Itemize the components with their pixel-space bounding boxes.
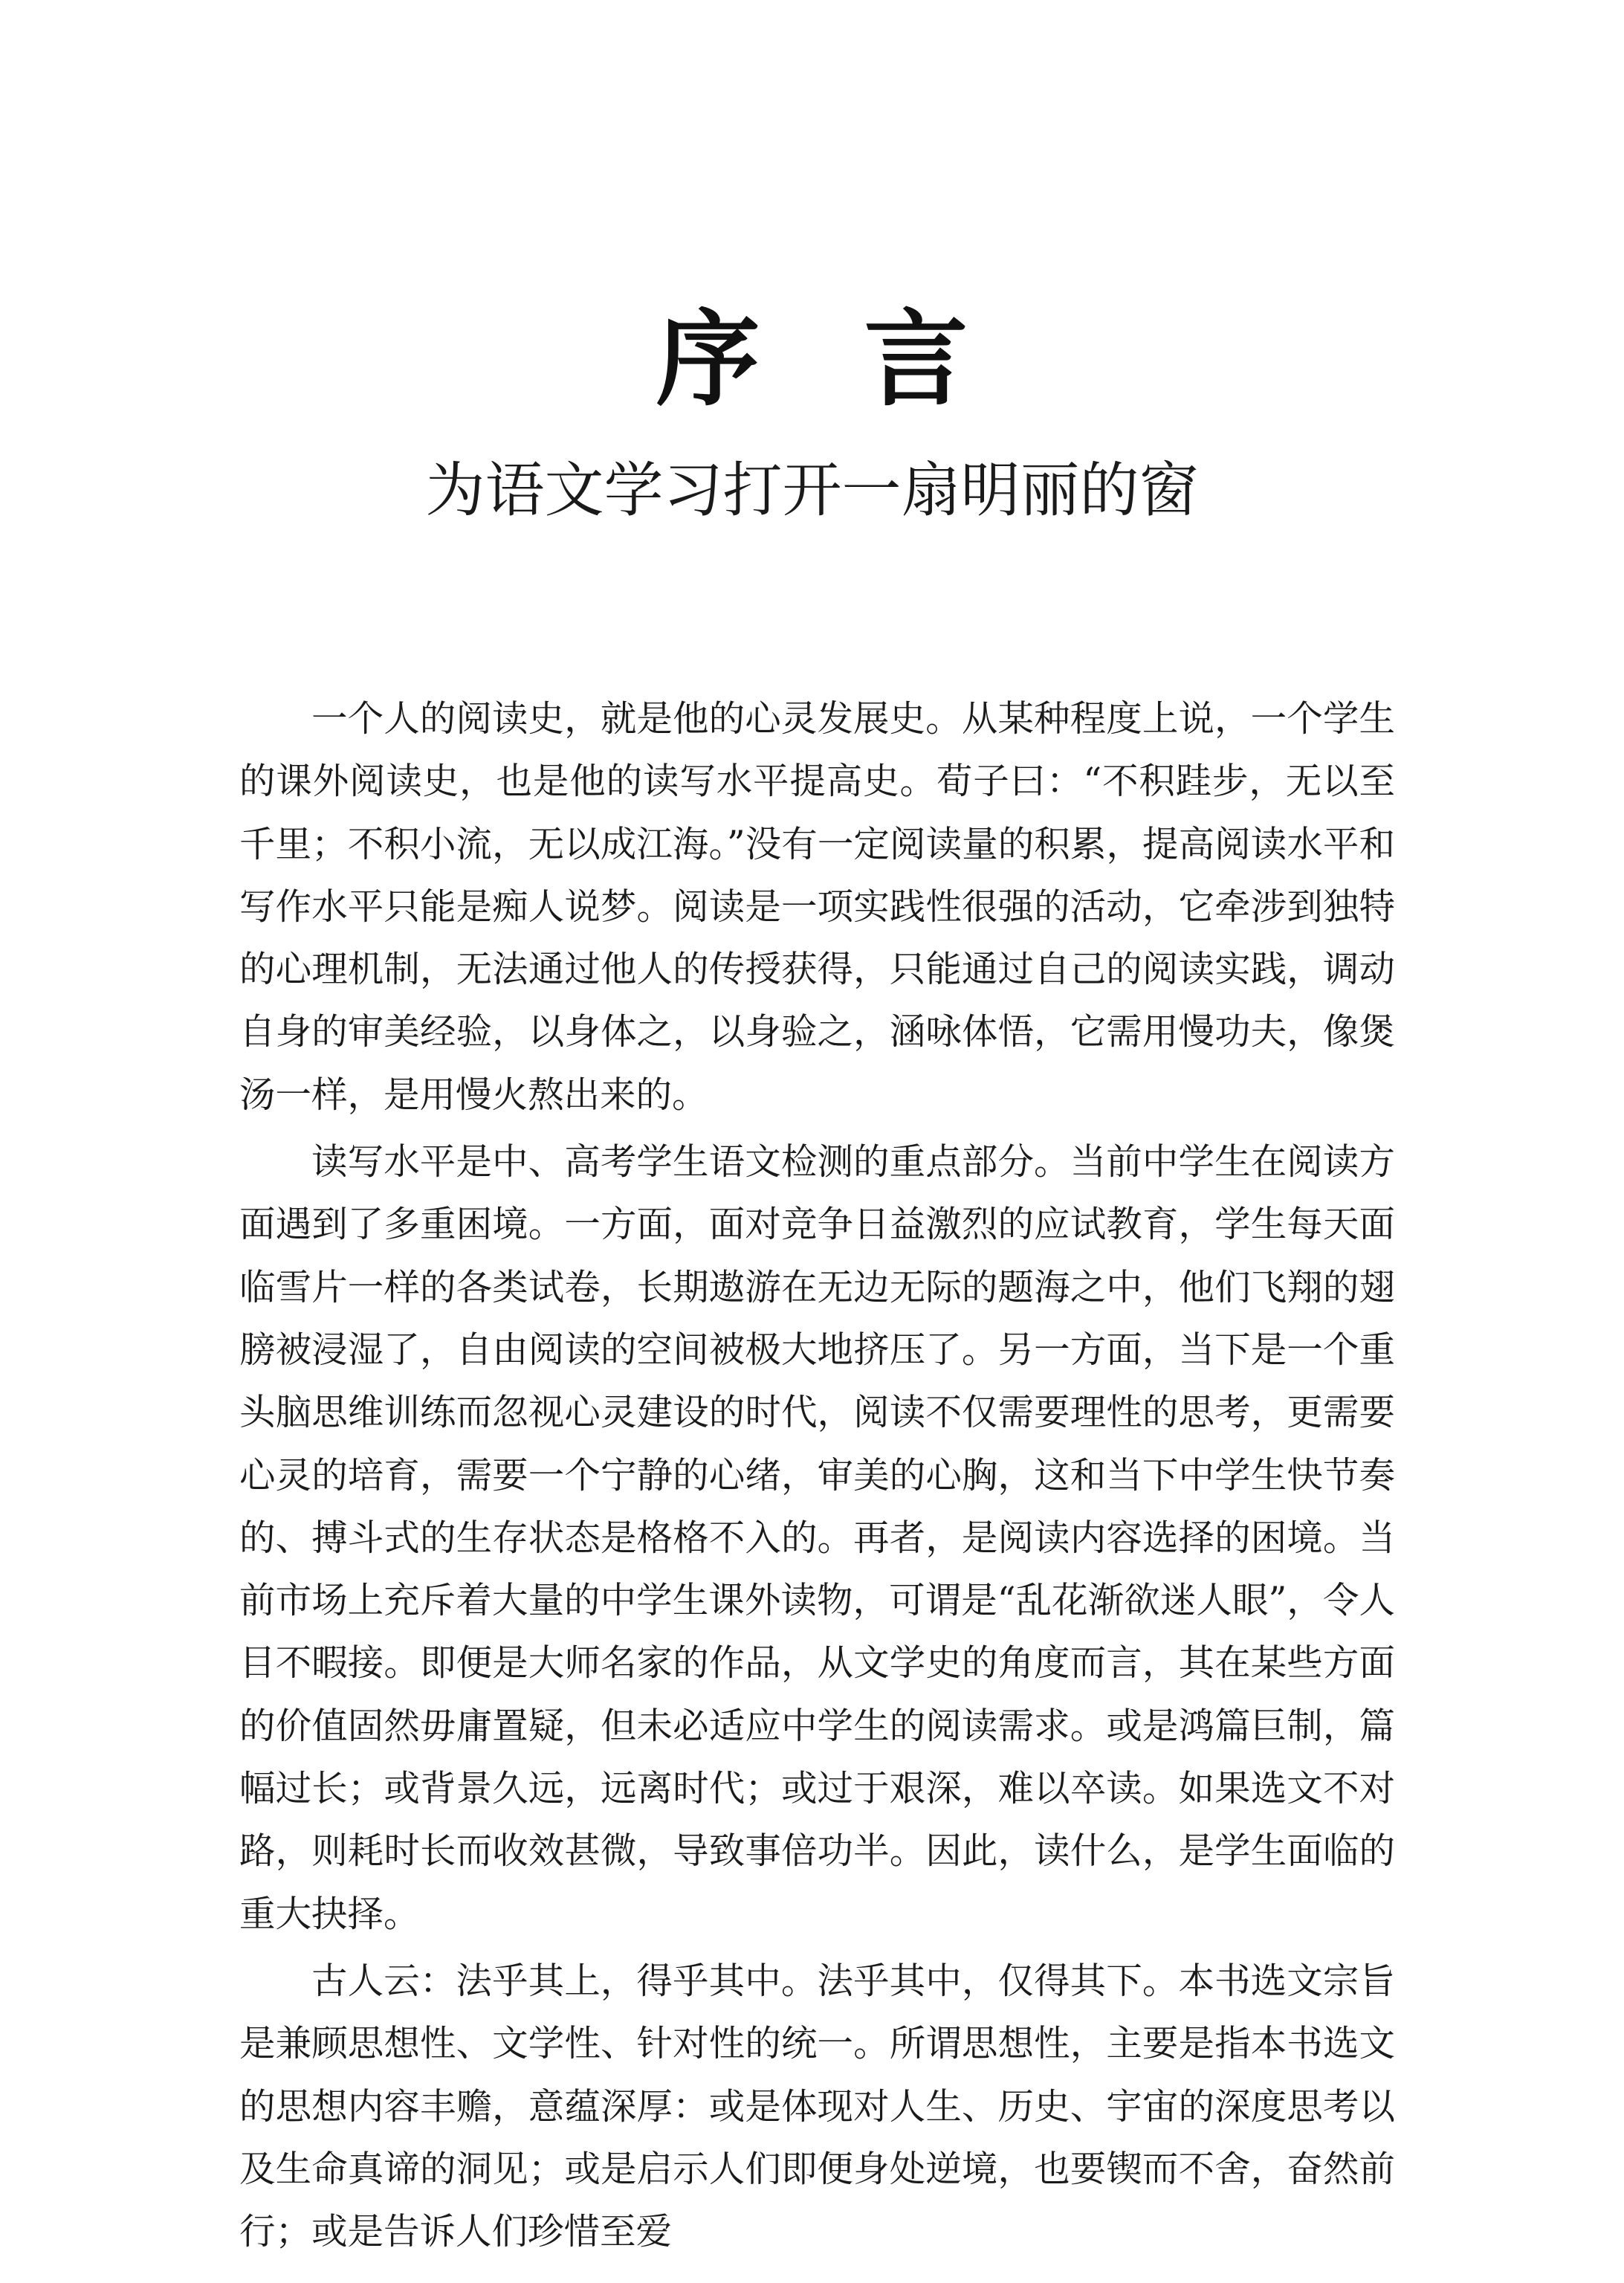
page-subtitle: 为语文学习打开一扇明丽的窗 <box>425 456 1199 525</box>
page-title: 序言 <box>656 300 1073 421</box>
body-text <box>239 688 1395 2263</box>
paragraph-3: 古人云：法乎其上，得乎其中。法乎其中，仅得其下。本书选文宗旨是兼顾思想性、文学性、针对性的统一。所谓思想性，主要是指本书选文的思想内容丰赡，意蕴深厚：或是体现对人生、历史、宇宙的深度思考以及生命真谛的洞见；或是启示人们即便身处逆境，也要锲而不舍，奋然前行；或是告诉人们珍惜至爱 <box>239 1960 1395 2253</box>
paragraph-1: 一个人的阅读史，就是他的心灵发展史。从某种程度上说，一个学生的课外阅读史，也是他的读写水平提高史。荀子曰：“不积跬步，无以至千里；不积小流，无以成江海。”没有一定阅读量的积累，提高阅读水平和写作水平只能是痴人说梦。阅读是一项实践性很强的活动，它牵涉到独特的心理机制，无法通过他人的传授获得，只能通过自己的阅读实践，调动自身的审美经验，以身体之，以身验之，涵咏体悟，它需用慢功夫，像煲汤一样，是用慢火熬出来的。 <box>239 698 1395 1116</box>
paragraph-2: 读写水平是中、高考学生语文检测的重点部分。当前中学生在阅读方面遇到了多重困境。一方面，面对竞争日益激烈的应试教育，学生每天面临雪片一样的各类试卷，长期遨游在无边无际的题海之中，他们飞翔的翅膀被浸湿了，自由阅读的空间被极大地挤压了。另一方面，当下是一个重头脑思维训练而忽视心灵建设的时代，阅读不仅需要理性的思考，更需要心灵的培育，需要一个宁静的心绪，审美的心胸，这和当下中学生快节奏的、搏斗式的生存状态是格格不入的。再者，是阅读内容选择的困境。当前市场上充斥着大量的中学生课外读物，可谓是“乱花渐欲迷人眼”，令人目不暇接。即便是大师名家的作品，从文学史的角度而言，其在某些方面的价值固然毋庸置疑，但未必适应中学生的阅读需求。或是鸿篇巨制，篇幅过长；或背景久远，远离时代；或过于艰深，难以卒读。如果选文不对路，则耗时长而收效甚微，导致事倍功半。因此，读什么，是学生面临的重大抉择。 <box>239 1141 1395 1935</box>
